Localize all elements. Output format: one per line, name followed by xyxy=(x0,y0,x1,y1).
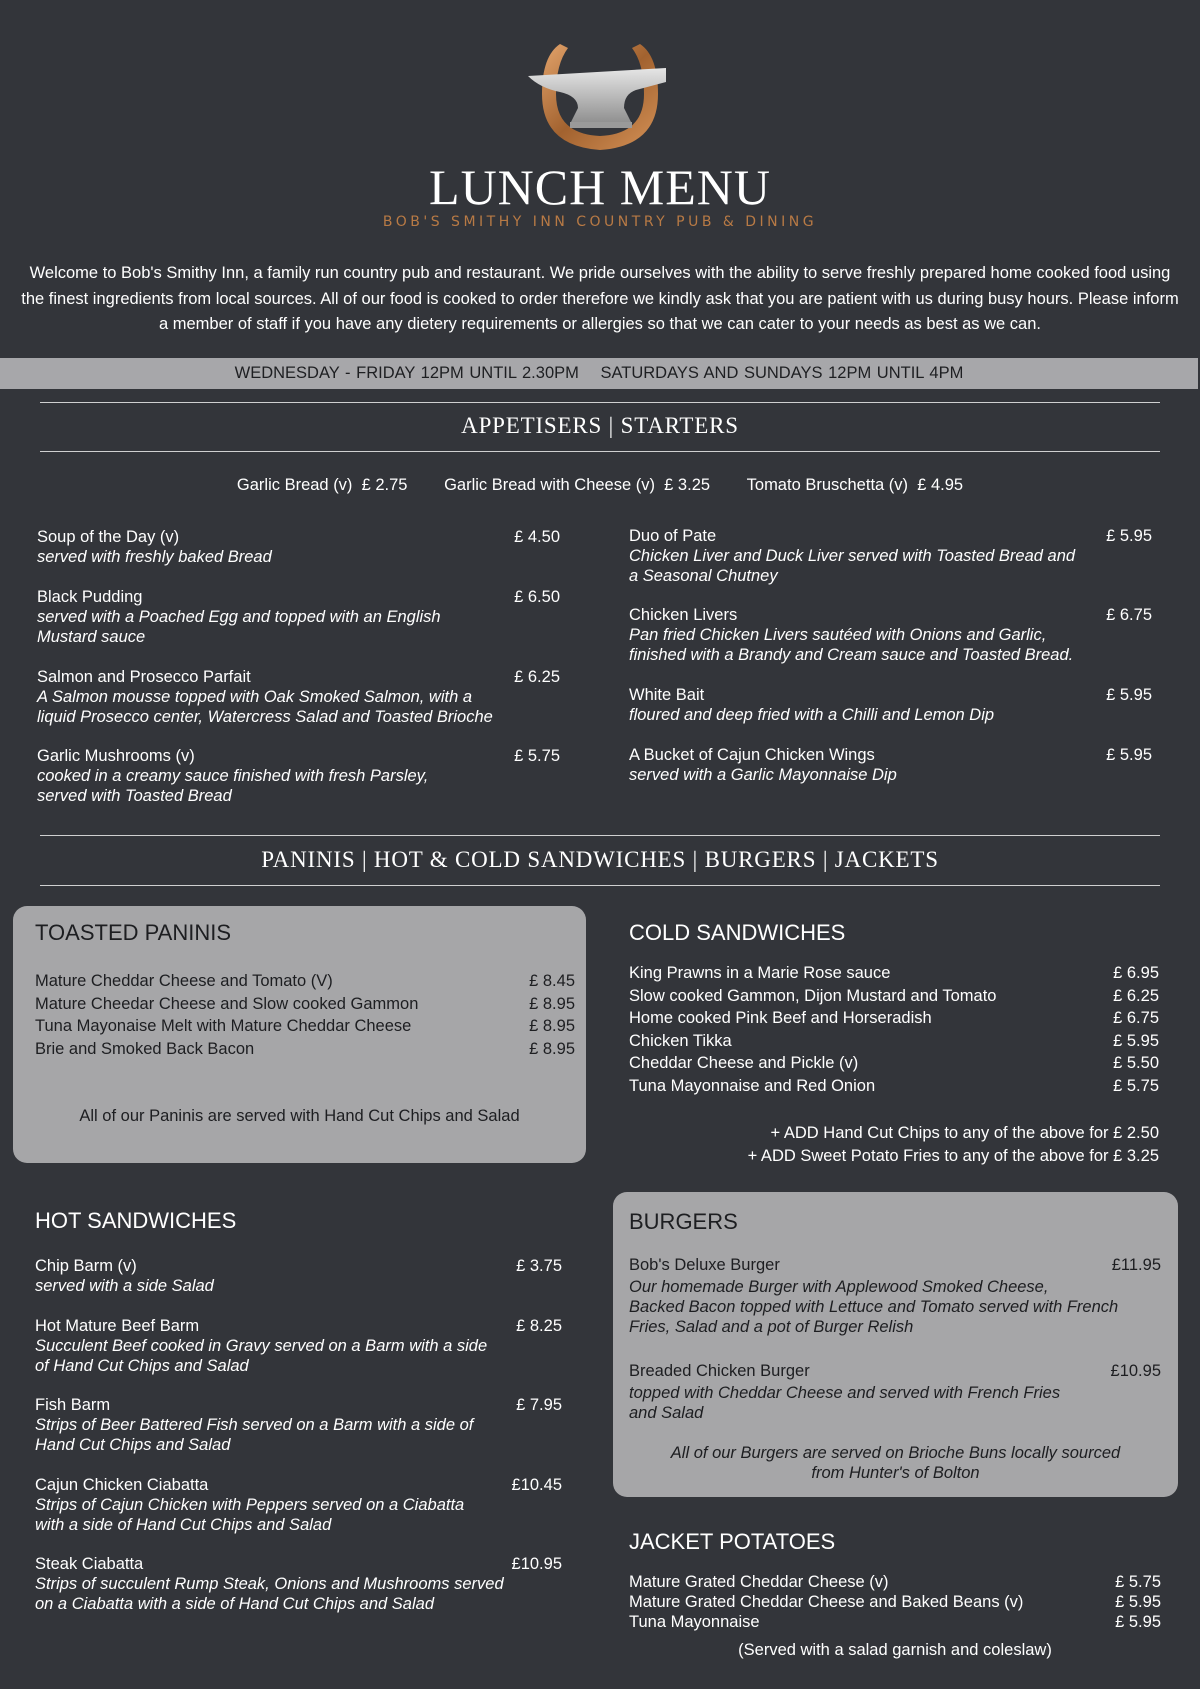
quick-item-price: £ 4.95 xyxy=(917,476,964,494)
menu-item xyxy=(35,970,575,993)
menu-item xyxy=(629,1075,1159,1098)
item-name: Breaded Chicken Burger xyxy=(629,1362,810,1380)
menu-item xyxy=(35,993,575,1016)
quick-item xyxy=(237,476,408,494)
intro-text: Welcome to Bob's Smithy Inn, a family run country pub and restaurant. We pride ourselves with the ability to serve freshly prepared home cooked food using the finest ingredients from local sources. All of our food is cooked to order therefore we kindly ask that you are patient with us during busy hours. Please inform a member of staff if you have any dietery requirements or allergies so that we can cater to your needs as best as we can. xyxy=(21,264,1179,333)
hours-weekday: WEDNESDAY - FRIDAY 12PM UNTIL 2.30PM xyxy=(234,364,579,382)
item-desc: Mustard sauce xyxy=(37,628,146,646)
item-price: £ 6.50 xyxy=(514,588,560,606)
menu-item xyxy=(35,1256,562,1296)
item-desc: Strips of Beer Battered Fish served on a Barm with a side of xyxy=(35,1416,474,1434)
item-price: £11.95 xyxy=(1111,1256,1161,1274)
item-name: Cheddar Cheese and Pickle (v) xyxy=(629,1054,859,1072)
item-price: £ 3.75 xyxy=(516,1257,562,1275)
mains-title: PANINIS | HOT & COLD SANDWICHES | BURGERS | JACKETS xyxy=(261,847,939,872)
item-price: £ 8.95 xyxy=(529,1017,575,1035)
quick-starters xyxy=(0,476,1200,495)
quick-item-name: Tomato Bruschetta (v) xyxy=(746,476,909,494)
quick-item-name: Garlic Bread (v) xyxy=(236,476,353,494)
item-price: £ 5.75 xyxy=(514,747,560,765)
item-desc: a Seasonal Chutney xyxy=(629,567,778,585)
menu-item xyxy=(629,1255,1161,1337)
quick-item-name: Garlic Bread with Cheese (v) xyxy=(444,476,655,494)
menu-item xyxy=(37,667,560,727)
hot-sandwiches-title: HOT SANDWICHES xyxy=(35,1208,237,1233)
item-price: £ 6.75 xyxy=(1113,1009,1159,1027)
starters-title: APPETISERS | STARTERS xyxy=(461,413,739,438)
burgers-note-line: from Hunter's of Bolton xyxy=(811,1464,980,1482)
item-name: Bob's Deluxe Burger xyxy=(629,1256,780,1274)
divider xyxy=(40,451,1160,452)
item-name: Black Pudding xyxy=(37,588,143,606)
item-price: £ 5.95 xyxy=(1106,746,1152,764)
item-name: Chicken Tikka xyxy=(629,1032,732,1050)
item-price: £ 6.95 xyxy=(1113,964,1159,982)
item-name: Mature Grated Cheddar Cheese and Baked Beans (v) xyxy=(629,1593,1024,1611)
menu-item xyxy=(629,1361,1161,1423)
item-desc: finished with a Brandy and Cream sauce and Toasted Bread. xyxy=(629,646,1074,664)
paninis-title: TOASTED PANINIS xyxy=(35,920,232,945)
burgers-note xyxy=(613,1443,1178,1483)
item-desc: and Salad xyxy=(629,1404,704,1422)
item-price: £ 7.95 xyxy=(516,1396,562,1414)
item-desc: Pan fried Chicken Livers sautéed with Onions and Garlic, xyxy=(629,626,1047,644)
item-name: Mature Grated Cheddar Cheese (v) xyxy=(629,1573,889,1591)
item-name: White Bait xyxy=(629,686,705,704)
cold-extra: + ADD Hand Cut Chips to any of the above for £ 2.50 xyxy=(770,1124,1159,1142)
item-price: £ 5.50 xyxy=(1113,1054,1159,1072)
menu-item xyxy=(629,1052,1159,1075)
cold-sandwiches-title: COLD SANDWICHES xyxy=(629,920,846,945)
item-price: £ 5.75 xyxy=(1115,1573,1161,1591)
item-name: Tuna Mayonnaise and Red Onion xyxy=(629,1077,876,1095)
menu-item xyxy=(629,1572,1161,1592)
item-desc: with a side of Hand Cut Chips and Salad xyxy=(35,1516,332,1534)
item-desc: served with freshly baked Bread xyxy=(37,548,272,566)
item-name: Cajun Chicken Ciabatta xyxy=(35,1476,209,1494)
item-price: £ 5.95 xyxy=(1115,1593,1161,1611)
paninis-box xyxy=(13,906,586,1163)
quick-item xyxy=(444,476,710,494)
item-name: Brie and Smoked Back Bacon xyxy=(35,1039,255,1058)
menu-item xyxy=(629,526,1152,586)
item-price: £ 8.95 xyxy=(529,1039,575,1058)
menu-item xyxy=(629,985,1159,1008)
item-price: £ 5.95 xyxy=(1113,1032,1159,1050)
divider xyxy=(40,835,1160,836)
item-desc: Hand Cut Chips and Salad xyxy=(35,1436,231,1454)
menu-item xyxy=(629,605,1152,665)
menu-item xyxy=(35,1038,575,1061)
menu-item xyxy=(629,1612,1161,1632)
paninis-note: All of our Paninis are served with Hand Cut Chips and Salad xyxy=(79,1107,520,1125)
menu-item xyxy=(629,1030,1159,1053)
divider xyxy=(40,402,1160,403)
item-desc: served with a Poached Egg and topped with an English xyxy=(37,608,441,626)
item-price: £ 6.25 xyxy=(514,668,560,686)
page-title: LUNCH MENU xyxy=(429,159,771,215)
item-price: £ 6.25 xyxy=(1113,987,1159,1005)
item-name: Home cooked Pink Beef and Horseradish xyxy=(629,1009,932,1027)
item-price: £ 4.50 xyxy=(514,528,560,546)
menu-item xyxy=(629,1007,1159,1030)
item-name: Steak Ciabatta xyxy=(35,1555,144,1573)
item-price: £ 5.95 xyxy=(1106,686,1152,704)
item-name: Slow cooked Gammon, Dijon Mustard and Tomato xyxy=(629,987,997,1005)
opening-hours-bar xyxy=(0,358,1198,389)
item-desc: Strips of Cajun Chicken with Peppers served on a Ciabatta xyxy=(35,1496,465,1514)
item-desc: Backed Bacon topped with Lettuce and Tomato served with French xyxy=(629,1298,1119,1316)
quick-item xyxy=(747,476,963,494)
item-desc: Strips of succulent Rump Steak, Onions and Mushrooms served xyxy=(35,1575,504,1593)
item-desc: on a Ciabatta with a side of Hand Cut Chips and Salad xyxy=(35,1595,434,1613)
menu-item xyxy=(35,1395,562,1455)
item-desc: Fries, Salad and a pot of Burger Relish xyxy=(629,1318,914,1336)
menu-item xyxy=(629,685,1152,725)
menu-item xyxy=(629,1592,1161,1612)
item-price: £ 6.75 xyxy=(1106,606,1152,624)
item-desc: topped with Cheddar Cheese and served with French Fries xyxy=(629,1384,1061,1402)
item-name: Chicken Livers xyxy=(629,606,738,624)
item-price: £10.95 xyxy=(511,1555,562,1573)
divider xyxy=(40,885,1160,886)
item-price: £10.45 xyxy=(511,1476,562,1494)
item-price: £ 5.75 xyxy=(1113,1077,1159,1095)
burgers-box xyxy=(613,1192,1178,1497)
hours-weekend: SATURDAYS AND SUNDAYS 12PM UNTIL 4PM xyxy=(600,364,964,382)
menu-item xyxy=(35,1015,575,1038)
item-price: £ 5.95 xyxy=(1106,527,1152,545)
item-name: Fish Barm xyxy=(35,1396,111,1414)
menu-item xyxy=(37,587,560,647)
item-name: Mature Cheddar Cheese and Tomato (V) xyxy=(35,972,333,990)
menu-item xyxy=(37,746,560,806)
item-desc: liquid Prosecco center, Watercress Salad and Toasted Brioche xyxy=(37,708,493,726)
item-price: £ 8.95 xyxy=(529,994,575,1013)
item-desc: Chicken Liver and Duck Liver served with Toasted Bread and xyxy=(629,547,1076,565)
item-desc: of Hand Cut Chips and Salad xyxy=(35,1357,249,1375)
item-desc: floured and deep fried with a Chilli and Lemon Dip xyxy=(629,706,995,724)
item-name: Soup of the Day (v) xyxy=(37,528,180,546)
menu-item xyxy=(35,1475,562,1535)
menu-item xyxy=(629,962,1159,985)
item-name: Hot Mature Beef Barm xyxy=(35,1317,200,1335)
quick-item-price: £ 2.75 xyxy=(361,476,408,494)
menu-item xyxy=(37,527,560,567)
menu-item xyxy=(629,745,1152,785)
page-subtitle: BOB'S SMITHY INN COUNTRY PUB & DINING xyxy=(382,214,818,230)
cold-extra: + ADD Sweet Potato Fries to any of the above for £ 3.25 xyxy=(747,1147,1159,1165)
item-desc: served with a Garlic Mayonnaise Dip xyxy=(629,766,897,784)
item-price: £ 8.25 xyxy=(516,1317,562,1335)
item-price: £ 8.45 xyxy=(529,972,575,990)
item-name: Salmon and Prosecco Parfait xyxy=(37,668,251,686)
item-name: Mature Cheedar Cheese and Slow cooked Gammon xyxy=(35,994,419,1013)
item-desc: served with Toasted Bread xyxy=(37,787,232,805)
item-name: Tuna Mayonnaise xyxy=(629,1613,760,1631)
jacket-potatoes-title: JACKET POTATOES xyxy=(629,1529,836,1554)
item-name: Tuna Mayonaise Melt with Mature Cheddar Cheese xyxy=(35,1017,412,1035)
item-name: Duo of Pate xyxy=(629,527,717,545)
menu-item xyxy=(35,1554,562,1614)
burgers-note-line: All of our Burgers are served on Brioche Buns locally sourced xyxy=(670,1444,1121,1462)
item-desc: cooked in a creamy sauce finished with fresh Parsley, xyxy=(37,767,429,785)
burgers-title: BURGERS xyxy=(629,1209,738,1234)
item-price: £10.95 xyxy=(1110,1362,1161,1380)
menu-item xyxy=(35,1316,562,1376)
quick-item-price: £ 3.25 xyxy=(664,476,711,494)
item-desc: Succulent Beef cooked in Gravy served on a Barm with a side xyxy=(35,1337,488,1355)
item-desc: Our homemade Burger with Applewood Smoked Cheese, xyxy=(629,1278,1049,1296)
item-name: A Bucket of Cajun Chicken Wings xyxy=(629,746,875,764)
item-name: King Prawns in a Marie Rose sauce xyxy=(629,964,891,982)
item-price: £ 5.95 xyxy=(1115,1613,1161,1631)
item-name: Garlic Mushrooms (v) xyxy=(37,747,195,765)
item-desc: A Salmon mousse topped with Oak Smoked Salmon, with a xyxy=(37,688,473,706)
item-desc: served with a side Salad xyxy=(35,1277,214,1295)
anvil-horseshoe-icon xyxy=(520,38,680,158)
jackets-note: (Served with a salad garnish and coleslaw) xyxy=(738,1641,1052,1659)
item-name: Chip Barm (v) xyxy=(35,1257,137,1275)
